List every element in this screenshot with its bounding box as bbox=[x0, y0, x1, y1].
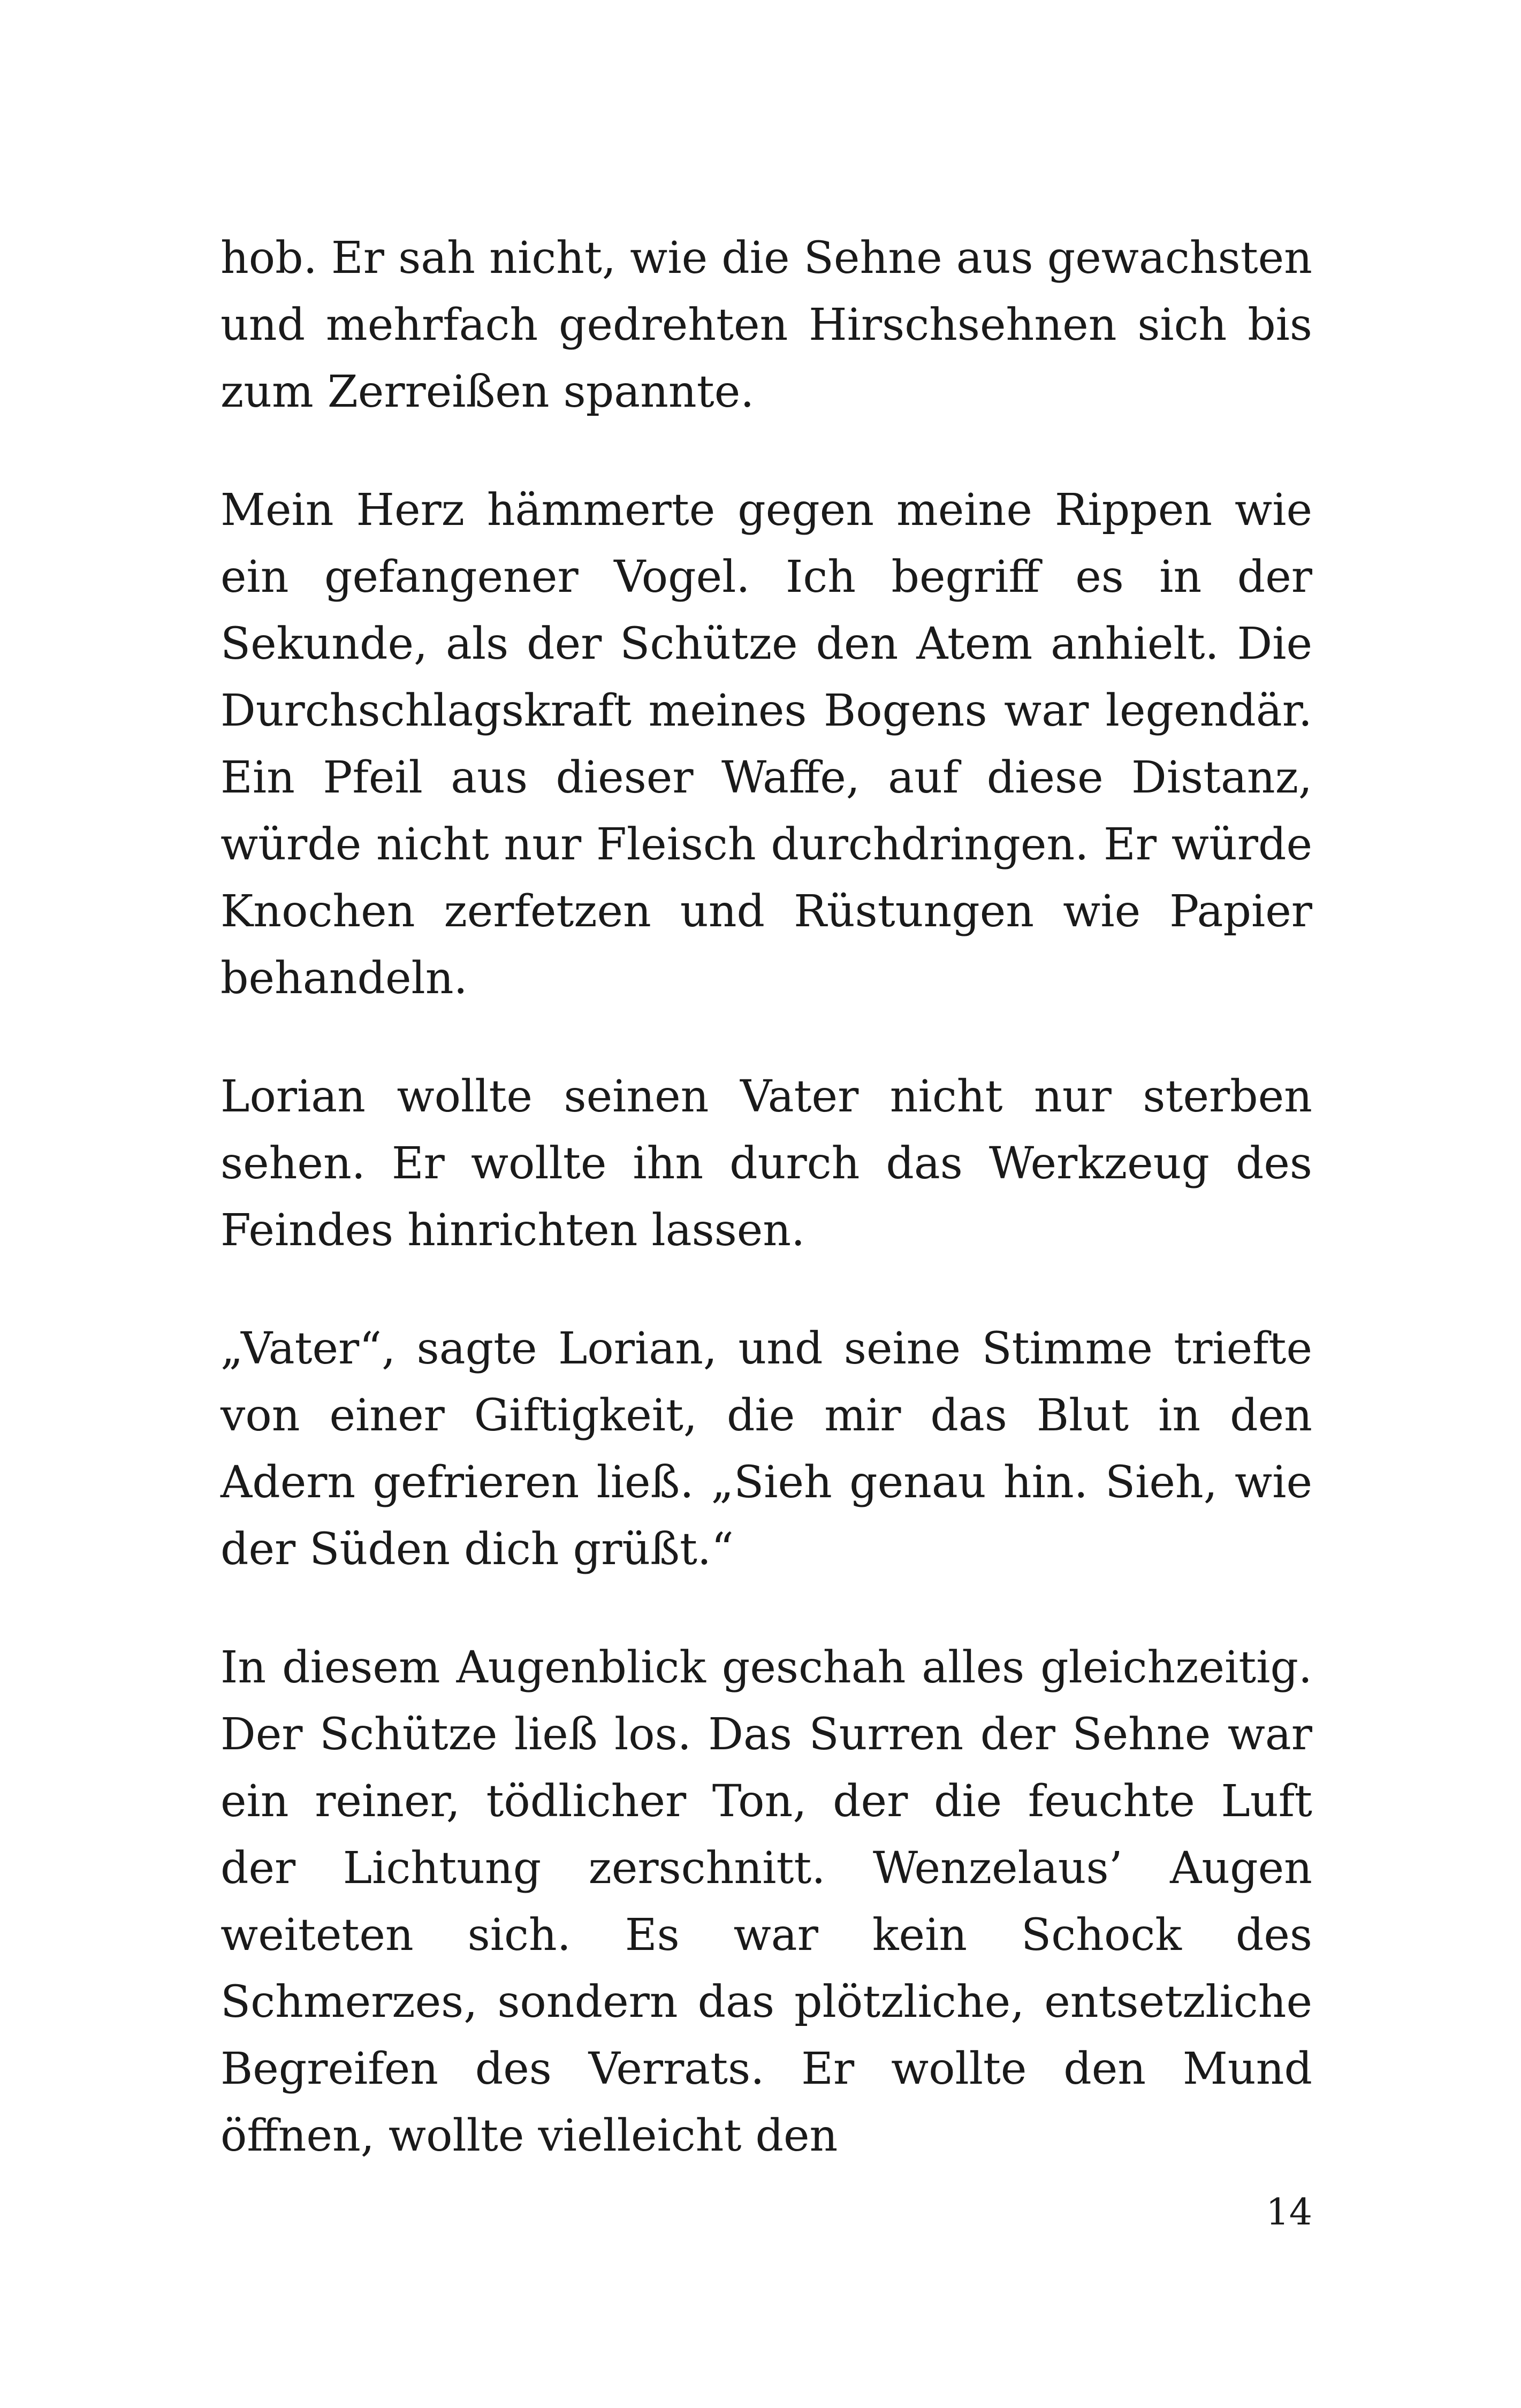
paragraph-1: hob. Er sah nicht, wie die Sehne aus gewachsten und mehrfach gedrehten Hirschsehnen sich bis zum Zerreißen spannte. bbox=[220, 233, 1312, 417]
paragraph-3: Lorian wollte seinen Vater nicht nur sterben sehen. Er wollte ihn durch das Werkzeug des Feindes hinrichten lassen. bbox=[220, 1071, 1312, 1256]
page-text bbox=[220, 225, 1312, 2169]
paragraph-5: In diesem Augenblick geschah alles gleichzeitig. Der Schütze ließ los. Das Surren der Sehne war ein reiner, tödlicher Ton, der die feuchte Luft der Lichtung zerschnitt. Wenzelaus’ Augen weiteten sich. Es war kein Schock des Schmerzes, sondern das plötzliche, entsetzliche Begreifen des Verrats. Er wollte den Mund öffnen, wollte vielleicht den bbox=[220, 1642, 1312, 2161]
paragraph-2: Mein Herz hämmerte gegen meine Rippen wie ein gefangener Vogel. Ich begriff es in der Sekunde, als der Schütze den Atem anhielt. Die Durchschlagskraft meines Bogens war legendär. Ein Pfeil aus dieser Waffe, auf diese Distanz, würde nicht nur Fleisch durchdringen. Er würde Knochen zerfetzen und Rüstungen wie Papier behandeln. bbox=[220, 485, 1312, 1004]
page-number: 14 bbox=[1266, 2191, 1312, 2234]
paragraph-4: „Vater“, sagte Lorian, und seine Stimme triefte von einer Giftigkeit, die mir das Blut in den Adern gefrieren ließ. „Sieh genau hin. Sieh, wie der Süden dich grüßt.“ bbox=[220, 1323, 1312, 1575]
